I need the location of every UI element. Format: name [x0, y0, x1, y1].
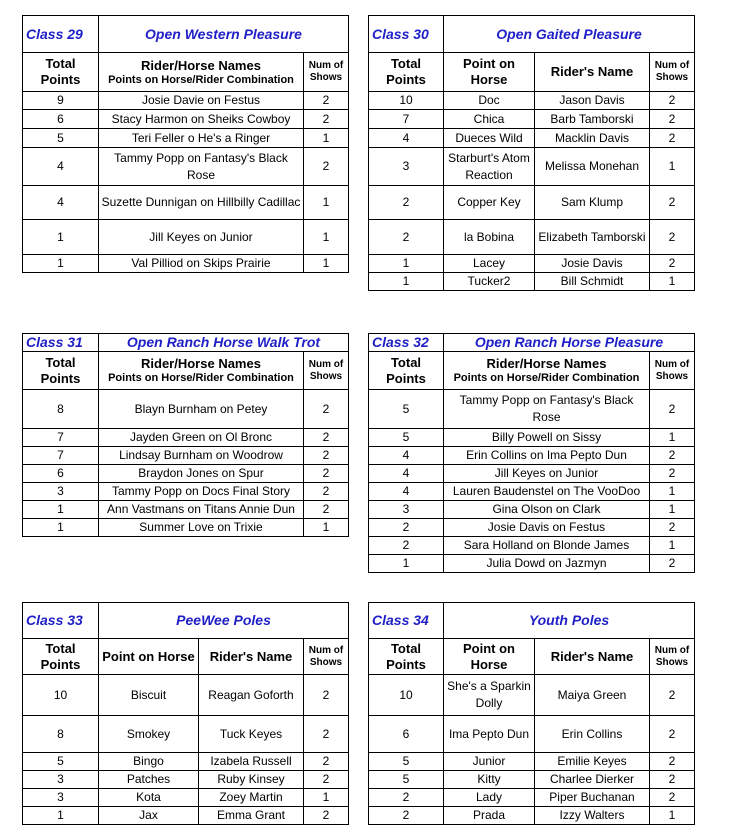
table-cell: 7 [23, 429, 99, 447]
table-cell: 1 [650, 429, 695, 447]
class-title: PeeWee Poles [99, 603, 349, 639]
table-row [369, 807, 695, 825]
table-cell: Josie Davis [535, 255, 650, 273]
table-cell: Lindsay Burnham on Woodrow [99, 447, 304, 465]
table-cell: 2 [650, 465, 695, 483]
table-cell: la Bobina [444, 220, 535, 255]
table-cell: 2 [650, 716, 695, 753]
table-cell: 2 [650, 255, 695, 273]
table-cell: 1 [650, 807, 695, 825]
table-row [23, 390, 349, 429]
table-cell: Elizabeth Tamborski [535, 220, 650, 255]
header-total-points: Total Points [369, 639, 444, 675]
header-num-shows: Num of Shows [304, 53, 349, 92]
table-cell: Doc [444, 92, 535, 110]
table-cell: 2 [369, 220, 444, 255]
table-row [23, 92, 349, 110]
table-cell: 8 [23, 390, 99, 429]
header-num-shows: Num of Shows [650, 639, 695, 675]
header-riders-name: Rider's Name [199, 639, 304, 675]
table-row [23, 771, 349, 789]
table-cell: Braydon Jones on Spur [99, 465, 304, 483]
header-riders-name: Rider's Name [535, 639, 650, 675]
table-cell: Kota [99, 789, 199, 807]
table-cell: Starburt's Atom Reaction [444, 148, 535, 186]
table-cell: Jayden Green on Ol Bronc [99, 429, 304, 447]
table-cell: 5 [369, 390, 444, 429]
table-row [23, 675, 349, 716]
table-cell: Teri Feller o He's a Ringer [99, 129, 304, 148]
table-cell: Erin Collins on Ima Pepto Dun [444, 447, 650, 465]
table-cell: 1 [23, 501, 99, 519]
table-cell: Jill Keyes on Junior [99, 220, 304, 255]
table-row [369, 429, 695, 447]
table-cell: 2 [304, 447, 349, 465]
header-total-points: Total Points [369, 352, 444, 390]
table-row [23, 220, 349, 255]
table-cell: 7 [369, 110, 444, 129]
class-34-table [368, 602, 695, 825]
table-cell: 5 [23, 753, 99, 771]
table-cell: 1 [23, 220, 99, 255]
table-cell: 8 [23, 716, 99, 753]
class-title: Youth Poles [444, 603, 695, 639]
class-33-table [22, 602, 349, 825]
table-cell: Sara Holland on Blonde James [444, 537, 650, 555]
table-cell: Blayn Burnham on Petey [99, 390, 304, 429]
header-riders-name: Rider's Name [535, 53, 650, 92]
table-cell: 1 [369, 255, 444, 273]
header-point-on-horse: Point on Horse [99, 639, 199, 675]
table-cell: 1 [304, 255, 349, 273]
table-cell: Billy Powell on Sissy [444, 429, 650, 447]
table-cell: Bill Schmidt [535, 273, 650, 291]
table-cell: Emilie Keyes [535, 753, 650, 771]
table-row [369, 501, 695, 519]
table-row [23, 483, 349, 501]
table-row [23, 753, 349, 771]
table-cell: 2 [650, 675, 695, 716]
table-cell: Izabela Russell [199, 753, 304, 771]
table-cell: Josie Davie on Festus [99, 92, 304, 110]
table-row [369, 483, 695, 501]
class-number: Class 33 [23, 603, 99, 639]
table-cell: Charlee Dierker [535, 771, 650, 789]
table-row [23, 186, 349, 220]
table-cell: Izzy Walters [535, 807, 650, 825]
table-cell: Tucker2 [444, 273, 535, 291]
table-cell: 2 [650, 753, 695, 771]
header-num-shows: Num of Shows [650, 53, 695, 92]
table-cell: 1 [23, 807, 99, 825]
header-num-shows: Num of Shows [304, 639, 349, 675]
table-cell: Sam Klump [535, 186, 650, 220]
table-cell: Jason Davis [535, 92, 650, 110]
table-row [369, 465, 695, 483]
table-row [369, 129, 695, 148]
table-row [369, 220, 695, 255]
table-cell: 1 [304, 789, 349, 807]
table-row [369, 716, 695, 753]
table-cell: Smokey [99, 716, 199, 753]
table-cell: Bingo [99, 753, 199, 771]
table-cell: 2 [304, 390, 349, 429]
table-cell: 3 [23, 483, 99, 501]
table-cell: 3 [23, 789, 99, 807]
class-29-table [22, 15, 349, 273]
table-cell: 4 [369, 483, 444, 501]
table-cell: 1 [650, 501, 695, 519]
table-cell: 2 [304, 110, 349, 129]
table-cell: 4 [369, 447, 444, 465]
table-cell: 2 [369, 537, 444, 555]
table-cell: 2 [650, 519, 695, 537]
table-row [23, 255, 349, 273]
table-row [369, 771, 695, 789]
table-cell: Ima Pepto Dun [444, 716, 535, 753]
table-cell: 2 [650, 186, 695, 220]
table-cell: 4 [23, 186, 99, 220]
table-cell: 2 [369, 519, 444, 537]
header-rider-horse: Rider/Horse Names Points on Horse/Rider Combination [99, 53, 304, 92]
table-cell: Tammy Popp on Fantasy's Black Rose [444, 390, 650, 429]
table-cell: 2 [304, 753, 349, 771]
table-cell: Gina Olson on Clark [444, 501, 650, 519]
table-cell: 1 [369, 273, 444, 291]
table-row [369, 390, 695, 429]
table-cell: Prada [444, 807, 535, 825]
class-31-table [22, 333, 349, 537]
table-cell: Copper Key [444, 186, 535, 220]
table-cell: 5 [369, 753, 444, 771]
header-total-points: Total Points [369, 53, 444, 92]
table-row [23, 807, 349, 825]
table-cell: 3 [369, 148, 444, 186]
table-cell: Tammy Popp on Fantasy's Black Rose [99, 148, 304, 186]
table-cell: 1 [23, 255, 99, 273]
table-row [369, 537, 695, 555]
header-num-shows: Num of Shows [650, 352, 695, 390]
table-cell: 1 [650, 148, 695, 186]
table-cell: Melissa Monehan [535, 148, 650, 186]
table-cell: Lady [444, 789, 535, 807]
table-cell: 2 [650, 447, 695, 465]
table-cell: Kitty [444, 771, 535, 789]
table-cell: 2 [650, 771, 695, 789]
class-title: Open Ranch Horse Pleasure [444, 334, 695, 352]
table-cell: Summer Love on Trixie [99, 519, 304, 537]
table-cell: 1 [650, 537, 695, 555]
class-number: Class 32 [369, 334, 444, 352]
table-row [369, 789, 695, 807]
table-cell: Zoey Martin [199, 789, 304, 807]
table-cell: 1 [304, 519, 349, 537]
table-cell: 2 [304, 92, 349, 110]
table-cell: 2 [650, 129, 695, 148]
table-cell: Junior [444, 753, 535, 771]
table-cell: 1 [369, 555, 444, 573]
table-cell: Dueces Wild [444, 129, 535, 148]
table-row [369, 110, 695, 129]
table-cell: 1 [304, 220, 349, 255]
table-cell: 2 [304, 675, 349, 716]
table-cell: Barb Tamborski [535, 110, 650, 129]
table-cell: 1 [23, 519, 99, 537]
table-cell: Val Pilliod on Skips Prairie [99, 255, 304, 273]
table-cell: Emma Grant [199, 807, 304, 825]
table-cell: Biscuit [99, 675, 199, 716]
table-cell: 6 [369, 716, 444, 753]
table-row [23, 429, 349, 447]
table-row [369, 753, 695, 771]
table-row [369, 186, 695, 220]
table-cell: 2 [304, 807, 349, 825]
class-30-table [368, 15, 695, 291]
header-total-points: Total Points [23, 639, 99, 675]
header-total-points: Total Points [23, 53, 99, 92]
table-row [23, 501, 349, 519]
table-cell: Macklin Davis [535, 129, 650, 148]
table-row [369, 92, 695, 110]
table-row [23, 789, 349, 807]
table-cell: 2 [650, 110, 695, 129]
table-cell: 9 [23, 92, 99, 110]
table-row [23, 110, 349, 129]
table-cell: Lauren Baudenstel on The VooDoo [444, 483, 650, 501]
table-cell: 2 [304, 771, 349, 789]
header-rider-horse: Rider/Horse Names Points on Horse/Rider Combination [444, 352, 650, 390]
table-cell: 2 [650, 390, 695, 429]
class-number: Class 30 [369, 16, 444, 53]
table-row [369, 273, 695, 291]
class-number: Class 34 [369, 603, 444, 639]
table-cell: 2 [650, 220, 695, 255]
table-cell: 2 [304, 501, 349, 519]
header-total-points: Total Points [23, 352, 99, 390]
table-row [23, 148, 349, 186]
class-title: Open Ranch Horse Walk Trot [99, 334, 349, 352]
class-title: Open Western Pleasure [99, 16, 349, 53]
table-cell: Maiya Green [535, 675, 650, 716]
table-row [369, 675, 695, 716]
table-row [23, 447, 349, 465]
table-cell: 7 [23, 447, 99, 465]
table-cell: 4 [369, 465, 444, 483]
table-cell: 10 [369, 92, 444, 110]
class-number: Class 31 [23, 334, 99, 352]
table-cell: Lacey [444, 255, 535, 273]
table-cell: Stacy Harmon on Sheiks Cowboy [99, 110, 304, 129]
table-row [369, 447, 695, 465]
table-row [23, 129, 349, 148]
table-cell: 2 [304, 148, 349, 186]
table-row [369, 255, 695, 273]
table-cell: Ann Vastmans on Titans Annie Dun [99, 501, 304, 519]
table-cell: She's a Sparkin Dolly [444, 675, 535, 716]
table-row [369, 148, 695, 186]
table-cell: 2 [650, 555, 695, 573]
table-cell: Suzette Dunnigan on Hillbilly Cadillac [99, 186, 304, 220]
table-cell: 1 [304, 186, 349, 220]
table-cell: 5 [369, 771, 444, 789]
table-cell: 6 [23, 465, 99, 483]
table-cell: 1 [650, 273, 695, 291]
class-32-table [368, 333, 695, 573]
table-cell: 3 [369, 501, 444, 519]
header-point-on-horse: Point on Horse [444, 53, 535, 92]
table-cell: 4 [23, 148, 99, 186]
table-cell: 2 [650, 789, 695, 807]
table-cell: 2 [304, 465, 349, 483]
table-cell: 2 [304, 483, 349, 501]
table-cell: Erin Collins [535, 716, 650, 753]
table-cell: 2 [650, 92, 695, 110]
table-row [23, 716, 349, 753]
table-cell: Jill Keyes on Junior [444, 465, 650, 483]
table-cell: Tuck Keyes [199, 716, 304, 753]
table-cell: Jax [99, 807, 199, 825]
table-cell: 1 [650, 483, 695, 501]
table-cell: 5 [369, 429, 444, 447]
table-cell: 2 [304, 429, 349, 447]
table-cell: Patches [99, 771, 199, 789]
table-row [369, 519, 695, 537]
table-row [369, 555, 695, 573]
table-cell: Julia Dowd on Jazmyn [444, 555, 650, 573]
table-cell: Josie Davis on Festus [444, 519, 650, 537]
table-cell: Ruby Kinsey [199, 771, 304, 789]
table-cell: 2 [304, 716, 349, 753]
table-cell: 6 [23, 110, 99, 129]
header-num-shows: Num of Shows [304, 352, 349, 390]
header-point-on-horse: Point on Horse [444, 639, 535, 675]
table-cell: Chica [444, 110, 535, 129]
table-cell: 1 [304, 129, 349, 148]
table-row [23, 519, 349, 537]
table-cell: 3 [23, 771, 99, 789]
table-cell: Reagan Goforth [199, 675, 304, 716]
table-cell: 10 [23, 675, 99, 716]
class-number: Class 29 [23, 16, 99, 53]
table-cell: 2 [369, 789, 444, 807]
table-cell: 10 [369, 675, 444, 716]
header-rider-horse: Rider/Horse Names Points on Horse/Rider Combination [99, 352, 304, 390]
table-cell: 5 [23, 129, 99, 148]
table-cell: 2 [369, 807, 444, 825]
table-row [23, 465, 349, 483]
class-title: Open Gaited Pleasure [444, 16, 695, 53]
table-cell: 2 [369, 186, 444, 220]
table-cell: Tammy Popp on Docs Final Story [99, 483, 304, 501]
table-cell: 4 [369, 129, 444, 148]
table-cell: Piper Buchanan [535, 789, 650, 807]
